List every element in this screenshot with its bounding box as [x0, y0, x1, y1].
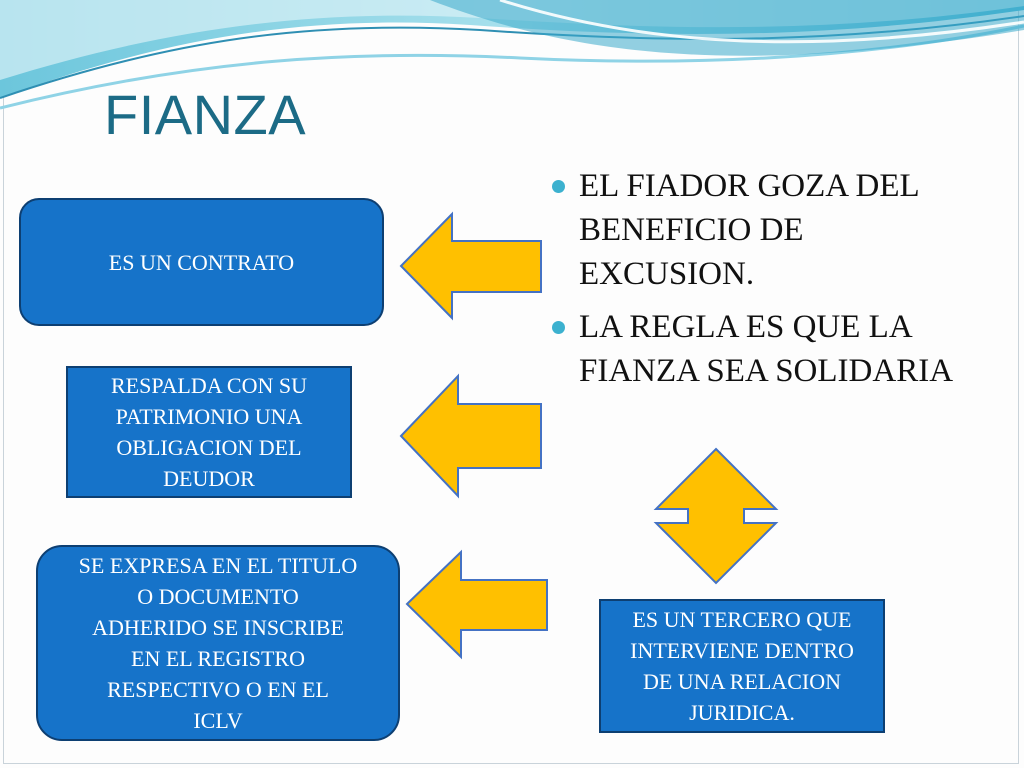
box-label: RESPALDA CON SU PATRIMONIO UNA OBLIGACION DEL DEUDOR	[110, 373, 308, 491]
bullet-text: LA REGLA ES QUE LA FIANZA SEA SOLIDARIA	[579, 309, 954, 389]
bullet-icon	[552, 180, 565, 193]
bullet-icon	[552, 321, 565, 334]
box-es-un-tercero	[599, 599, 885, 733]
bullet-item	[552, 164, 972, 296]
box-label: ES UN CONTRATO	[108, 249, 295, 275]
slide-title: FIANZA	[104, 83, 307, 146]
box-respalda-patrimonio	[66, 366, 352, 498]
bullet-item	[552, 305, 972, 393]
bullet-list	[552, 164, 972, 402]
box-es-un-contrato	[19, 198, 384, 326]
bullet-text: EL FIADOR GOZA DEL BENEFICIO DE EXCUSION.	[579, 168, 919, 292]
box-label: SE EXPRESA EN EL TITULO O DOCUMENTO ADHERIDO SE INSCRIBE EN EL REGISTRO RESPECTIVO O EN EL ICLV	[78, 553, 358, 733]
box-label: ES UN TERCERO QUE INTERVIENE DENTRO DE UNA RELACION JURIDICA.	[630, 607, 854, 725]
box-se-expresa-titulo	[36, 545, 400, 741]
